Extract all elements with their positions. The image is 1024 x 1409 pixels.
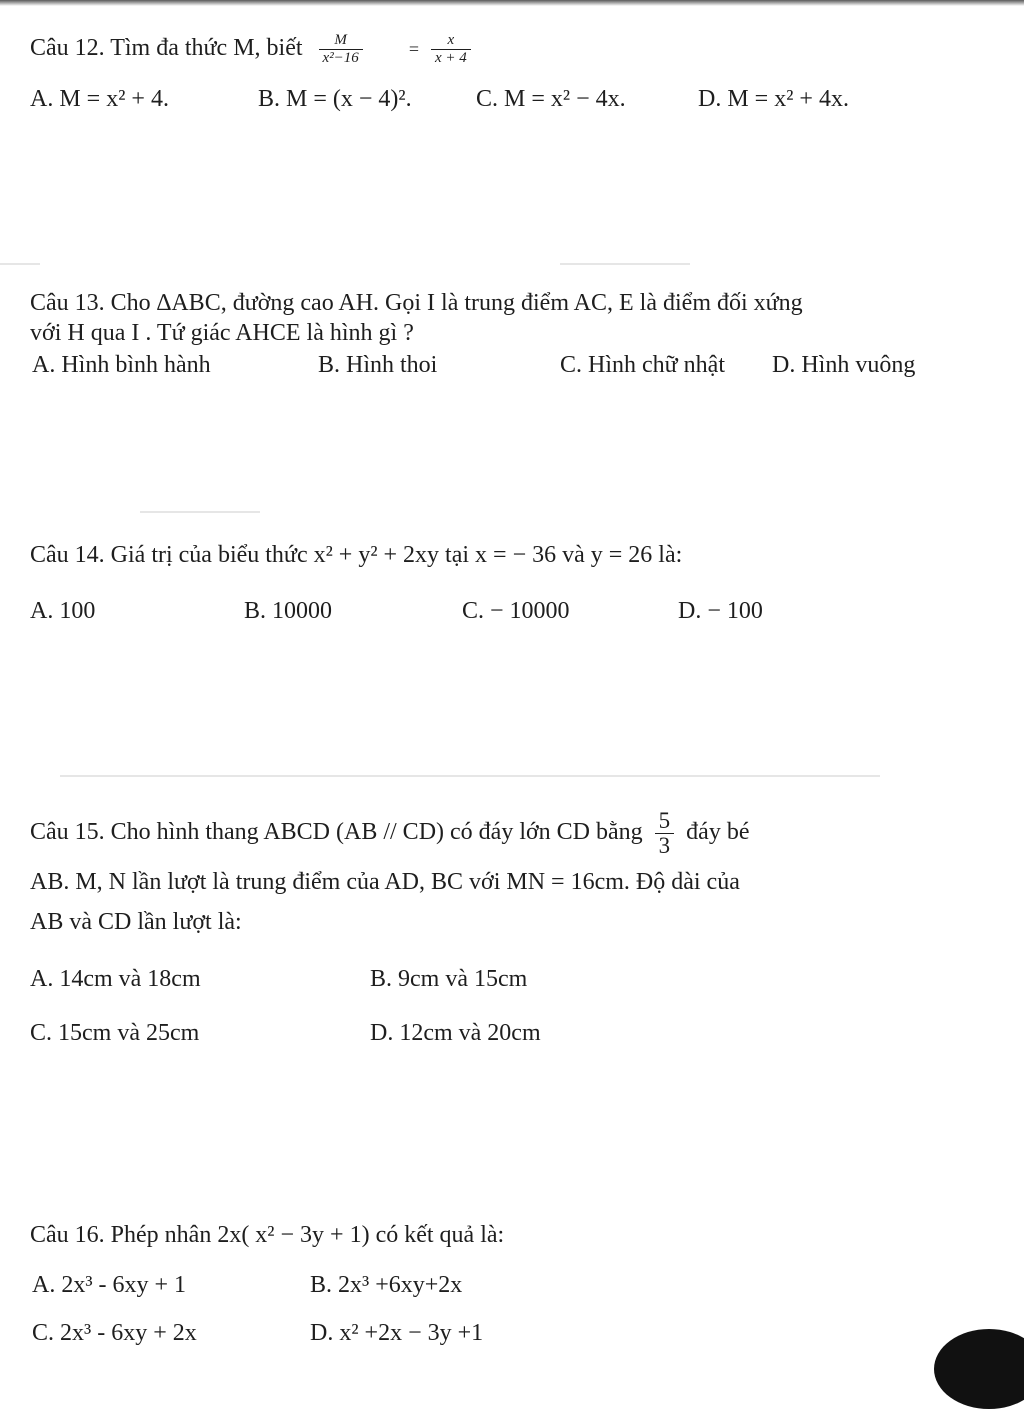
fraction-denominator: x + 4 xyxy=(434,49,467,66)
question-12-stem-text: Câu 12. Tìm đa thức M, biết xyxy=(30,35,303,61)
question-12-option-b[interactable]: B. M = (x − 4)². xyxy=(258,86,412,112)
question-13-option-a[interactable]: A. Hình bình hành xyxy=(32,352,211,378)
question-13-option-c[interactable]: C. Hình chữ nhật xyxy=(560,352,725,378)
question-16-option-c[interactable]: C. 2x³ - 6xy + 2x xyxy=(32,1320,197,1346)
question-14-option-a[interactable]: A. 100 xyxy=(30,598,96,624)
corner-overlay xyxy=(934,1329,1024,1409)
question-14-option-b[interactable]: B. 10000 xyxy=(244,598,333,624)
fraction-numerator: M xyxy=(334,31,347,48)
separator xyxy=(60,775,880,777)
question-12-option-d[interactable]: D. M = x² + 4x. xyxy=(698,86,849,112)
question-15-option-b[interactable]: B. 9cm và 15cm xyxy=(370,966,528,992)
fraction-numerator: 5 xyxy=(658,807,671,833)
question-15-line-1-end: đáy bé xyxy=(686,819,750,845)
question-15-fraction xyxy=(655,809,675,858)
separator xyxy=(0,263,40,265)
question-14 xyxy=(30,540,990,624)
question-16 xyxy=(30,1220,990,1346)
question-15-option-d[interactable]: D. 12cm và 20cm xyxy=(370,1020,541,1046)
question-14-line-1: Câu 14. Giá trị của biểu thức x² + y² + 2xy tại x = − 36 và y = 26 là: xyxy=(30,542,683,568)
question-12-stem xyxy=(30,26,990,70)
question-15-line-1-text: Câu 15. Cho hình thang ABCD (AB // CD) có đáy lớn CD bằng xyxy=(30,819,643,845)
question-15-option-c[interactable]: C. 15cm và 25cm xyxy=(30,1020,200,1046)
question-14-option-d[interactable]: D. − 100 xyxy=(678,598,763,624)
question-15-line-3: AB và CD lần lượt là: xyxy=(30,909,242,935)
question-15-line-1 xyxy=(30,800,990,864)
question-13-line-2: với H qua I . Tứ giác AHCE là hình gì ? xyxy=(30,320,414,346)
question-12-option-c[interactable]: C. M = x² − 4x. xyxy=(476,86,626,112)
question-16-option-d[interactable]: D. x² +2x − 3y +1 xyxy=(310,1320,484,1346)
question-13 xyxy=(30,288,990,378)
question-16-option-a[interactable]: A. 2x³ - 6xy + 1 xyxy=(32,1272,187,1298)
question-13-line-1: Câu 13. Cho ∆ABC, đường cao AH. Gọi I là trung điểm AC, E là điểm đối xứng xyxy=(30,290,803,316)
question-12 xyxy=(30,26,990,112)
fraction-denominator: 3 xyxy=(658,832,671,858)
separator xyxy=(140,511,260,513)
question-14-option-c[interactable]: C. − 10000 xyxy=(462,598,570,624)
question-16-line-1: Câu 16. Phép nhân 2x( x² − 3y + 1) có kết quả là: xyxy=(30,1222,505,1248)
question-15-line-2: AB. M, N lần lượt là trung điểm của AD, BC với MN = 16cm. Độ dài của xyxy=(30,869,740,895)
separator xyxy=(560,263,690,265)
top-edge xyxy=(0,0,1024,6)
question-15-option-a[interactable]: A. 14cm và 18cm xyxy=(30,966,201,992)
question-12-option-a[interactable]: A. M = x² + 4. xyxy=(30,86,169,112)
question-13-option-d[interactable]: D. Hình vuông xyxy=(772,352,916,378)
fraction-numerator: x xyxy=(447,31,455,48)
equals-sign: = xyxy=(408,39,419,59)
question-13-option-b[interactable]: B. Hình thoi xyxy=(318,352,438,378)
fraction-denominator: x²−16 xyxy=(322,49,359,66)
question-16-option-b[interactable]: B. 2x³ +6xy+2x xyxy=(310,1272,463,1298)
question-12-left-fraction xyxy=(319,32,363,67)
question-12-right-fraction xyxy=(431,32,471,67)
question-15 xyxy=(30,800,990,1046)
